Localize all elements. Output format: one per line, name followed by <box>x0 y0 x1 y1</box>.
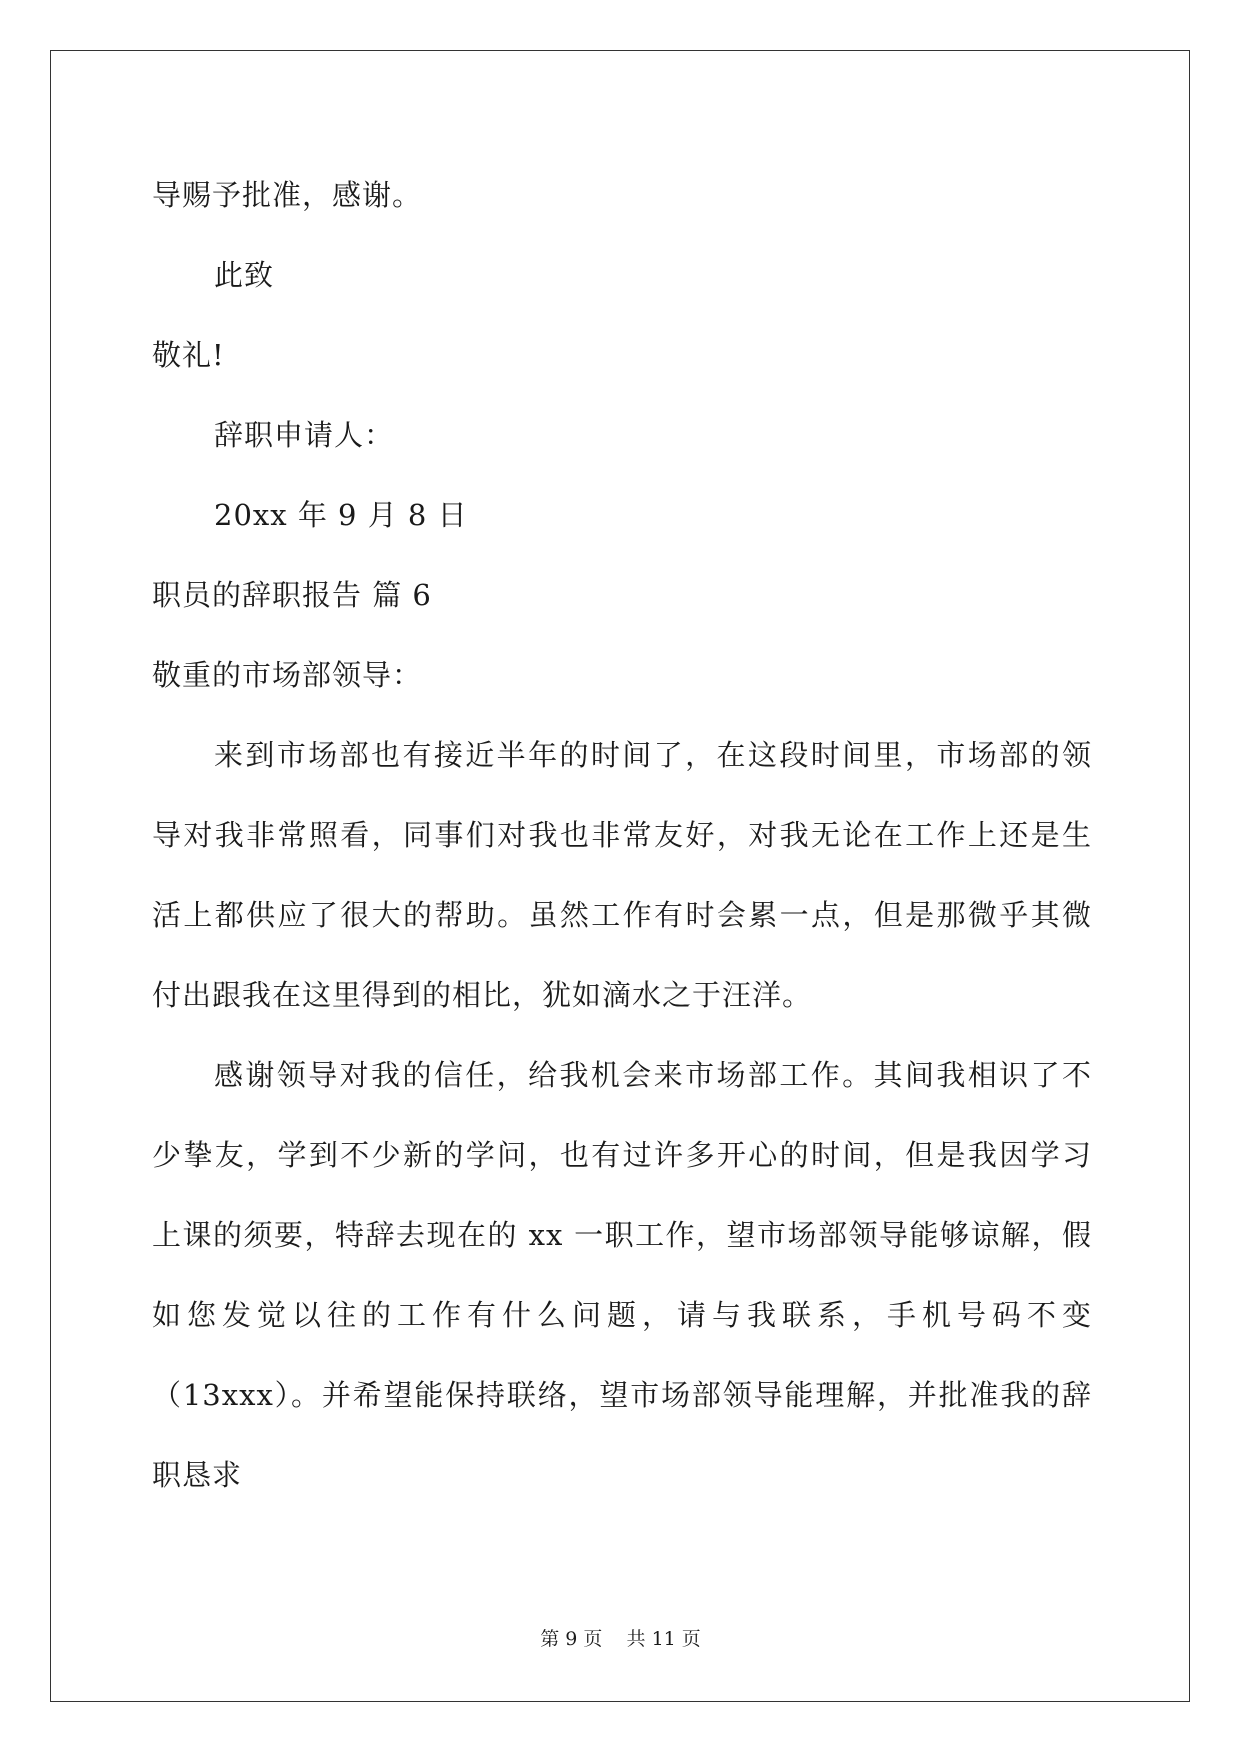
paragraph-1-line-2: 导对我非常照看，同事们对我也非常友好，对我无论在工作上还是生 <box>152 818 1092 852</box>
letter-greeting: 敬重的市场部领导： <box>152 658 423 692</box>
text-line-1: 导赐予批准，感谢。 <box>152 178 423 212</box>
paragraph-2-line-3: 上课的须要，特辞去现在的 xx 一职工作，望市场部领导能够谅解，假 <box>152 1218 1092 1252</box>
paragraph-2-line-4: 如您发觉以往的工作有什么问题，请与我联系，手机号码不变 <box>152 1298 1092 1332</box>
paragraph-2-line-1: 感谢领导对我的信任，给我机会来市场部工作。其间我相识了不 <box>214 1058 1092 1092</box>
paragraph-2-line-5: （13xxx）。并希望能保持联络，望市场部领导能理解，并批准我的辞 <box>152 1378 1092 1412</box>
paragraph-1-line-4: 付出跟我在这里得到的相比，犹如滴水之于汪洋。 <box>152 978 813 1012</box>
letter-date: 20xx 年 9 月 8 日 <box>214 498 468 532</box>
section-heading: 职员的辞职报告 篇 6 <box>152 578 432 612</box>
paragraph-1-line-1: 来到市场部也有接近半年的时间了，在这段时间里，市场部的领 <box>214 738 1092 772</box>
salutation-closing: 此致 <box>214 258 275 292</box>
paragraph-2-line-6: 职恳求 <box>152 1458 243 1492</box>
page-total: 共 11 页 <box>626 1628 701 1650</box>
applicant-signature: 辞职申请人： <box>214 418 395 452</box>
paragraph-2-line-2: 少挚友，学到不少新的学问，也有过许多开心的时间，但是我因学习 <box>152 1138 1092 1172</box>
paragraph-1-line-3: 活上都供应了很大的帮助。虽然工作有时会累一点，但是那微乎其微 <box>152 898 1092 932</box>
salutation-regards: 敬礼! <box>152 338 225 372</box>
page-number: 第 9 页 <box>540 1628 603 1650</box>
page-footer <box>0 1626 1241 1652</box>
